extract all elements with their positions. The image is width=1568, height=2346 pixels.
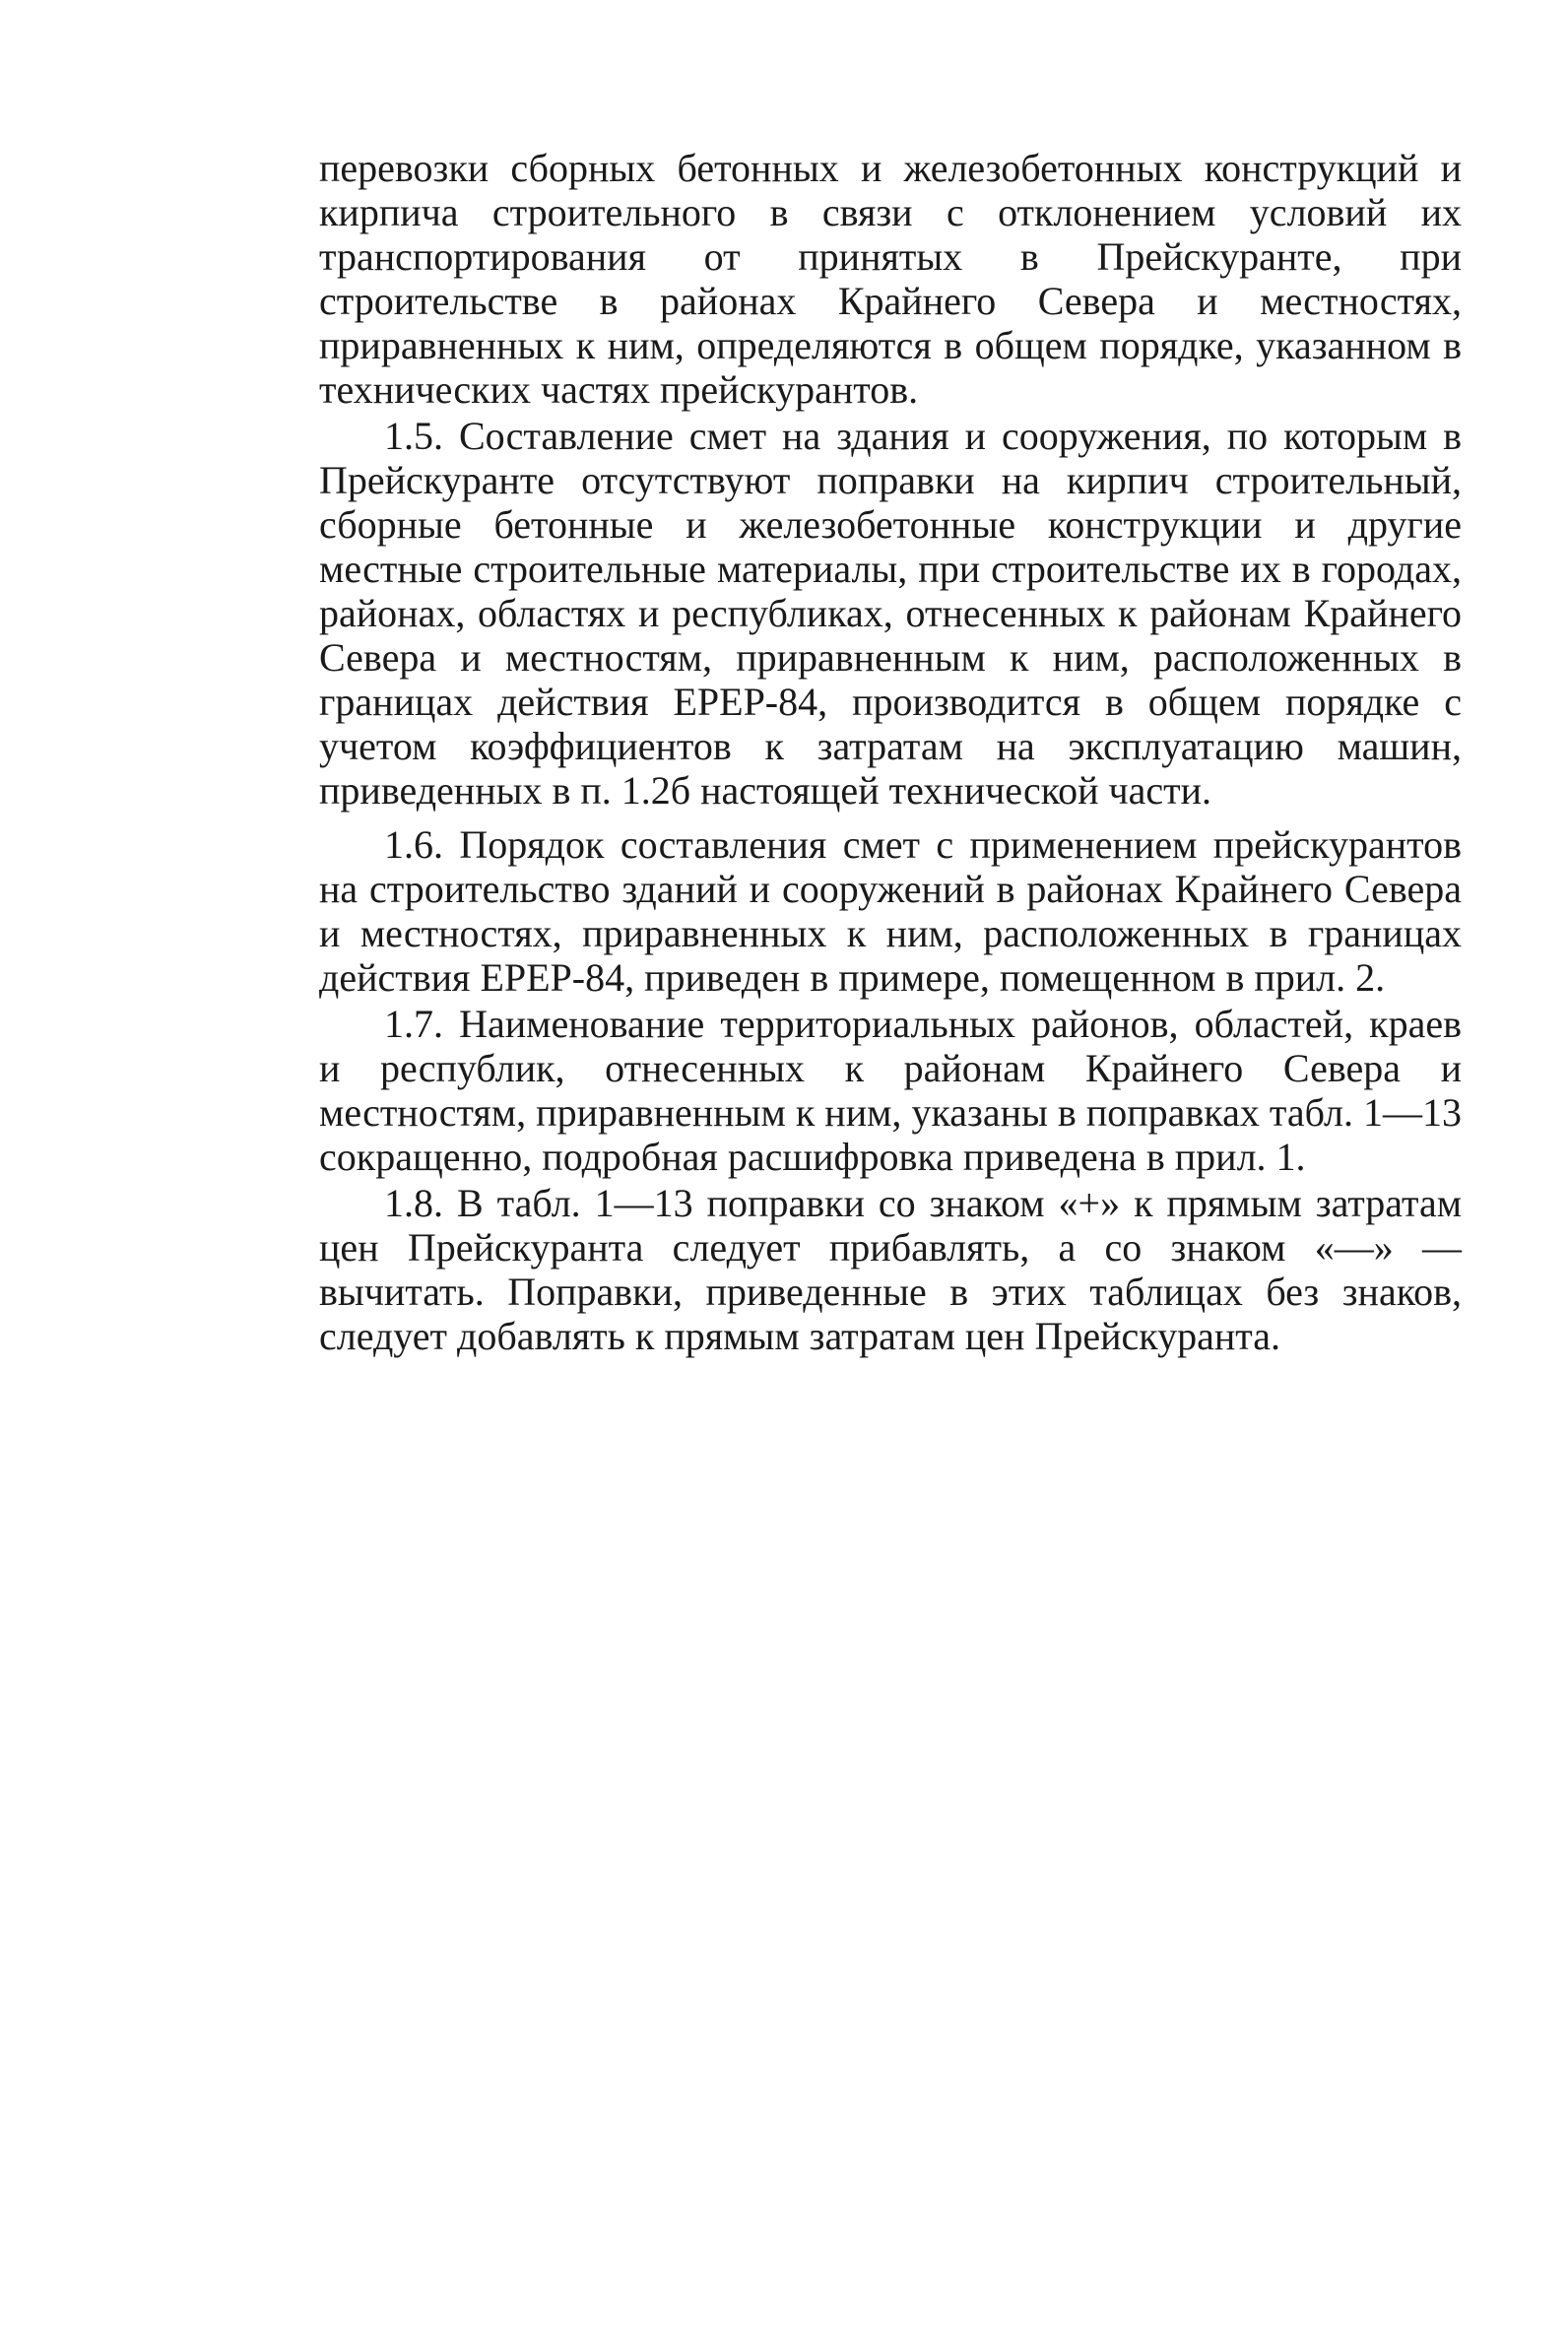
paragraph-text: перевозки сборных бетонных и железобетонных конструкций и кирпича строительного в связи с отклонением условий их транспортирования от принятых в Прейскуранте, при строительстве в районах Крайнего Севера и местностях, приравненных к ним, определяются в общем порядке, указанном в технических частях прейскурантов. — [319, 146, 1462, 412]
paragraph-text: Наименование территориальных районов, областей, краев и республик, отнесенных к районам Крайнего Севера и местностям, приравненным к ним, указаны в поправках табл. 1—13 сокращенно, подробная расшифровка приведена в прил. 1. — [319, 1002, 1462, 1179]
paragraph-number: 1.8. — [384, 1181, 443, 1225]
paragraph-text: Составление смет на здания и сооружения, по которым в Прейскуранте отсутствуют поправки на кирпич строительный, сборные бетонные и железобетонные конструкции и другие местные строительные материалы, при строительстве их в городах, районах, областях и республиках, отнесенных к районам Крайнего Севера и местностям, приравненным к ним, расположенных в границах действия ЕРЕР-84, производится в общем порядке с учетом коэффициентов к затратам на эксплуатацию машин, приведенных в п. 1.2б настоящей технической части. — [319, 414, 1462, 813]
body-text — [319, 146, 1462, 1358]
paragraph-number: 1.7. — [384, 1002, 443, 1046]
paragraph-1-6 — [319, 822, 1462, 1000]
paragraph-text: В табл. 1—13 поправки со знаком «+» к прямым затратам цен Прейскуранта следует прибавлять, а со знаком «—» — вычитать. Поправки, приведенные в этих таблицах без знаков, следует добавлять к прямым затратам цен Прейскуранта. — [319, 1181, 1463, 1358]
paragraph-number: 1.5. — [384, 414, 443, 458]
paragraph-text: Порядок составления смет с применением прейскурантов на строительство зданий и сооружений в районах Крайнего Севера и местностях, приравненных к ним, расположенных в границах действия ЕРЕР-84, приведен в примере, помещенном в прил. 2. — [319, 822, 1462, 1000]
paragraph-1-7 — [319, 1002, 1462, 1179]
paragraph-continuation — [319, 146, 1462, 412]
paragraph-1-8 — [319, 1181, 1462, 1358]
paragraph-1-5 — [319, 414, 1462, 813]
paragraph-number: 1.6. — [384, 822, 443, 867]
